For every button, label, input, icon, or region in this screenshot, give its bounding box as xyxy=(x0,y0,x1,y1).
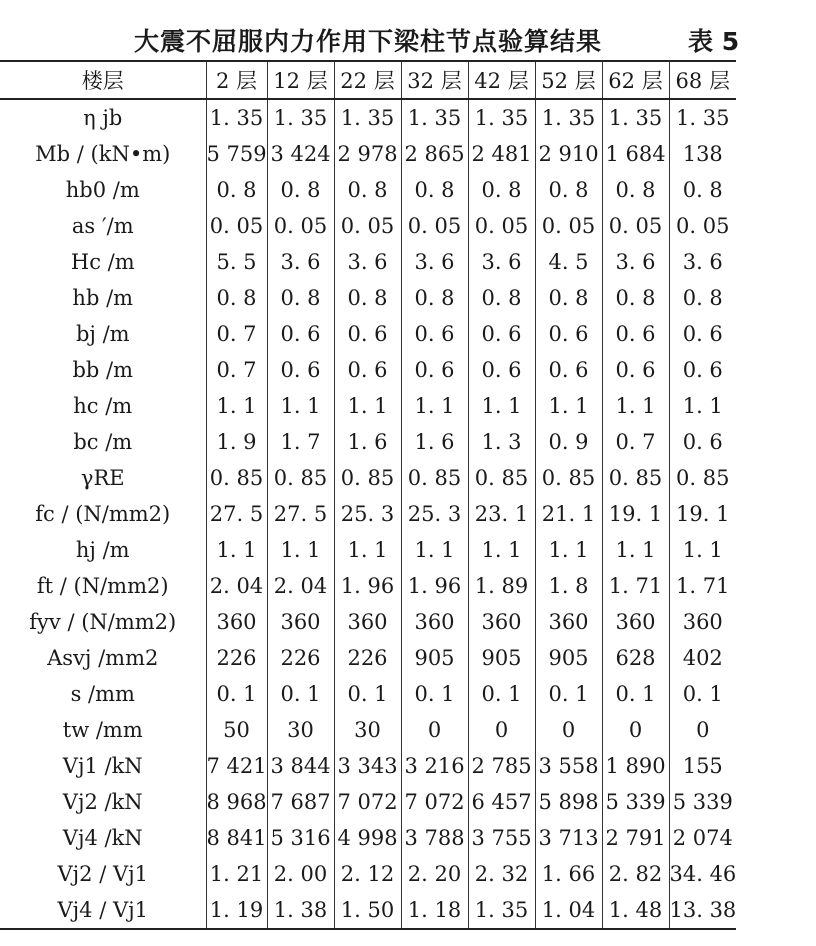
table-cell: 2 074 xyxy=(669,820,736,856)
table-cell: 1. 6 xyxy=(334,424,401,460)
table-cell: 1. 1 xyxy=(206,532,267,568)
table-cell: 0. 8 xyxy=(401,280,468,316)
table-cell: 1. 35 xyxy=(334,99,401,136)
table-cell: 1. 48 xyxy=(602,892,669,929)
table-cell: 628 xyxy=(602,640,669,676)
table-cell: 2. 04 xyxy=(267,568,334,604)
table-cell: 3. 6 xyxy=(267,244,334,280)
table-cell: 0. 05 xyxy=(535,208,602,244)
table-cell: 2 785 xyxy=(468,748,535,784)
table-cell: 1. 1 xyxy=(602,532,669,568)
table-cell: 0. 8 xyxy=(669,280,736,316)
table-row xyxy=(0,604,736,640)
table-cell: 0. 6 xyxy=(669,424,736,460)
table-cell: 1. 1 xyxy=(535,388,602,424)
table-cell: 1. 04 xyxy=(535,892,602,929)
table-cell: 905 xyxy=(468,640,535,676)
table-cell: 4. 5 xyxy=(535,244,602,280)
table-row xyxy=(0,316,736,352)
row-parameter-label: hj /m xyxy=(75,538,130,562)
table-cell: 19. 1 xyxy=(602,496,669,532)
table-cell: 0. 6 xyxy=(267,316,334,352)
row-parameter-label: Vj2 /kN xyxy=(62,790,143,814)
table-cell: 1. 8 xyxy=(535,568,602,604)
table-cell: 7 072 xyxy=(334,784,401,820)
table-cell: 402 xyxy=(669,640,736,676)
row-parameter-label: bj /m xyxy=(75,322,130,346)
row-parameter-label: fyv / (N/mm2) xyxy=(29,610,177,634)
table-cell: 0. 8 xyxy=(267,280,334,316)
table-cell: 5 339 xyxy=(669,784,736,820)
table-cell: 1. 1 xyxy=(468,388,535,424)
table-cell: 0. 85 xyxy=(267,460,334,496)
table-cell: 0. 05 xyxy=(468,208,535,244)
table-cell: 0. 1 xyxy=(334,676,401,712)
row-parameter-label: bc /m xyxy=(73,430,133,454)
table-cell: 30 xyxy=(334,712,401,748)
table-cell: 1. 1 xyxy=(535,532,602,568)
table-row xyxy=(0,460,736,496)
table-cell: 0. 6 xyxy=(669,352,736,388)
table-cell: 1. 71 xyxy=(602,568,669,604)
table-cell: 226 xyxy=(206,640,267,676)
table-cell: 0. 6 xyxy=(334,316,401,352)
table-cell: 1. 38 xyxy=(267,892,334,929)
table-cell: 34. 46 xyxy=(669,856,736,892)
table-cell: 3 788 xyxy=(401,820,468,856)
table-cell: 3 713 xyxy=(535,820,602,856)
table-cell: 0. 85 xyxy=(602,460,669,496)
table-cell: 2. 04 xyxy=(206,568,267,604)
table-row xyxy=(0,568,736,604)
table-cell: 0. 05 xyxy=(334,208,401,244)
table-row xyxy=(0,99,736,136)
header-floor-col: 22 层 xyxy=(334,61,401,99)
table-cell: 5 339 xyxy=(602,784,669,820)
table-cell: 0. 8 xyxy=(468,280,535,316)
table-cell: 1. 96 xyxy=(401,568,468,604)
table-cell: 0 xyxy=(535,712,602,748)
verification-table xyxy=(0,60,736,930)
header-floor-col: 62 层 xyxy=(602,61,669,99)
table-cell: 0. 8 xyxy=(267,172,334,208)
table-cell: 1. 35 xyxy=(535,99,602,136)
table-cell: 2. 00 xyxy=(267,856,334,892)
table-cell: 4 998 xyxy=(334,820,401,856)
table-cell: 0. 85 xyxy=(401,460,468,496)
table-cell: 27. 5 xyxy=(206,496,267,532)
table-row xyxy=(0,748,736,784)
table-cell: 0. 8 xyxy=(535,172,602,208)
header-floor-col: 52 层 xyxy=(535,61,602,99)
table-cell: 0. 85 xyxy=(535,460,602,496)
table-cell: 30 xyxy=(267,712,334,748)
table-cell: 5 316 xyxy=(267,820,334,856)
table-cell: 0. 1 xyxy=(535,676,602,712)
table-cell: 1. 89 xyxy=(468,568,535,604)
table-cell: 0. 8 xyxy=(206,172,267,208)
table-cell: 1. 6 xyxy=(401,424,468,460)
table-cell: 155 xyxy=(669,748,736,784)
table-cell: 226 xyxy=(267,640,334,676)
table-cell: 905 xyxy=(535,640,602,676)
table-cell: 0. 05 xyxy=(401,208,468,244)
table-cell: 5. 5 xyxy=(206,244,267,280)
row-parameter-label: as ′/m xyxy=(71,214,134,238)
table-row xyxy=(0,712,736,748)
table-cell: 1. 50 xyxy=(334,892,401,929)
table-cell: 1. 1 xyxy=(602,388,669,424)
table-cell: 0. 8 xyxy=(468,172,535,208)
table-header-row xyxy=(0,61,736,99)
table-cell: 0. 6 xyxy=(602,352,669,388)
table-cell: 1. 19 xyxy=(206,892,267,929)
table-title: 大震不屈服内力作用下梁柱节点验算结果 xyxy=(134,27,603,56)
row-parameter-label: Vj4 /kN xyxy=(62,826,143,850)
table-cell: 0. 6 xyxy=(535,352,602,388)
table-cell: 5 759 xyxy=(206,136,267,172)
table-cell: 2. 20 xyxy=(401,856,468,892)
table-cell: 0. 6 xyxy=(669,316,736,352)
table-cell: 13. 38 xyxy=(669,892,736,929)
table-cell: 0. 8 xyxy=(334,280,401,316)
table-cell: 0 xyxy=(602,712,669,748)
row-parameter-label: η jb xyxy=(83,106,123,130)
table-row xyxy=(0,244,736,280)
table-cell: 3 844 xyxy=(267,748,334,784)
table-row xyxy=(0,208,736,244)
table-cell: 1. 1 xyxy=(401,532,468,568)
table-cell: 3. 6 xyxy=(669,244,736,280)
table-cell: 0. 6 xyxy=(401,352,468,388)
table-row xyxy=(0,496,736,532)
table-cell: 8 968 xyxy=(206,784,267,820)
table-cell: 1. 9 xyxy=(206,424,267,460)
table-cell: 23. 1 xyxy=(468,496,535,532)
table-row xyxy=(0,892,736,929)
table-caption xyxy=(0,18,816,60)
table-body xyxy=(0,99,736,929)
header-floor-col: 12 层 xyxy=(267,61,334,99)
table-cell: 0. 6 xyxy=(602,316,669,352)
table-cell: 2. 82 xyxy=(602,856,669,892)
table-cell: 0 xyxy=(468,712,535,748)
table-cell: 905 xyxy=(401,640,468,676)
table-cell: 0. 7 xyxy=(206,316,267,352)
table-cell: 1. 35 xyxy=(468,892,535,929)
table-row xyxy=(0,820,736,856)
table-cell: 0. 05 xyxy=(206,208,267,244)
table-cell: 0. 05 xyxy=(669,208,736,244)
table-row xyxy=(0,388,736,424)
table-cell: 3. 6 xyxy=(401,244,468,280)
table-cell: 1. 96 xyxy=(334,568,401,604)
table-row xyxy=(0,532,736,568)
table-cell: 360 xyxy=(267,604,334,640)
row-parameter-label: tw /mm xyxy=(62,718,143,742)
table-cell: 1 890 xyxy=(602,748,669,784)
table-cell: 2 481 xyxy=(468,136,535,172)
table-cell: 1. 1 xyxy=(206,388,267,424)
row-parameter-label: Mb / (kN•m) xyxy=(35,142,171,166)
table-cell: 0. 1 xyxy=(602,676,669,712)
table-cell: 0 xyxy=(669,712,736,748)
table-cell: 1. 66 xyxy=(535,856,602,892)
table-cell: 0. 8 xyxy=(602,172,669,208)
table-cell: 2 865 xyxy=(401,136,468,172)
row-parameter-label: Hc /m xyxy=(70,250,135,274)
table-cell: 0. 1 xyxy=(206,676,267,712)
table-cell: 0. 85 xyxy=(206,460,267,496)
table-cell: 3 343 xyxy=(334,748,401,784)
table-cell: 0. 6 xyxy=(468,352,535,388)
table-cell: 0. 05 xyxy=(267,208,334,244)
table-cell: 0. 1 xyxy=(468,676,535,712)
table-cell: 21. 1 xyxy=(535,496,602,532)
table-cell: 360 xyxy=(468,604,535,640)
table-cell: 1. 35 xyxy=(206,99,267,136)
table-cell: 0. 85 xyxy=(468,460,535,496)
table-cell: 0. 8 xyxy=(334,172,401,208)
table-cell: 1. 1 xyxy=(267,388,334,424)
table-cell: 3 558 xyxy=(535,748,602,784)
table-cell: 3 755 xyxy=(468,820,535,856)
table-number: 表 5 xyxy=(688,27,740,56)
table-cell: 1. 1 xyxy=(334,532,401,568)
table-cell: 0. 85 xyxy=(669,460,736,496)
table-cell: 0. 85 xyxy=(334,460,401,496)
table-cell: 7 421 xyxy=(206,748,267,784)
row-parameter-label: Vj1 /kN xyxy=(62,754,143,778)
table-cell: 1. 35 xyxy=(669,99,736,136)
table-cell: 1. 1 xyxy=(401,388,468,424)
table-cell: 360 xyxy=(602,604,669,640)
table-cell: 0. 1 xyxy=(669,676,736,712)
table-cell: 7 072 xyxy=(401,784,468,820)
table-cell: 1. 35 xyxy=(468,99,535,136)
table-cell: 0. 6 xyxy=(267,352,334,388)
table-cell: 6 457 xyxy=(468,784,535,820)
table-cell: 0. 8 xyxy=(401,172,468,208)
table-cell: 1. 35 xyxy=(602,99,669,136)
table-cell: 0. 8 xyxy=(535,280,602,316)
row-parameter-label: fc / (N/mm2) xyxy=(35,502,171,526)
table-cell: 1. 7 xyxy=(267,424,334,460)
table-cell: 1. 1 xyxy=(669,532,736,568)
header-floor-label: 楼层 xyxy=(0,61,206,99)
table-cell: 50 xyxy=(206,712,267,748)
table-cell: 360 xyxy=(669,604,736,640)
table-cell: 1. 18 xyxy=(401,892,468,929)
table-cell: 360 xyxy=(206,604,267,640)
table-cell: 27. 5 xyxy=(267,496,334,532)
table-cell: 25. 3 xyxy=(334,496,401,532)
table-cell: 19. 1 xyxy=(669,496,736,532)
table-cell: 2 791 xyxy=(602,820,669,856)
row-parameter-label: hb /m xyxy=(72,286,134,310)
table-row xyxy=(0,784,736,820)
table-cell: 1 684 xyxy=(602,136,669,172)
table-cell: 1. 1 xyxy=(468,532,535,568)
table-cell: 0 xyxy=(401,712,468,748)
table-cell: 226 xyxy=(334,640,401,676)
table-cell: 3. 6 xyxy=(602,244,669,280)
table-cell: 1. 71 xyxy=(669,568,736,604)
table-cell: 360 xyxy=(535,604,602,640)
table-cell: 3. 6 xyxy=(334,244,401,280)
row-parameter-label: Asvj /mm2 xyxy=(47,646,159,670)
table-cell: 3 216 xyxy=(401,748,468,784)
table-cell: 0. 6 xyxy=(334,352,401,388)
row-parameter-label: hc /m xyxy=(73,394,133,418)
table-cell: 0. 8 xyxy=(602,280,669,316)
table-cell: 0. 05 xyxy=(602,208,669,244)
table-cell: 0. 7 xyxy=(602,424,669,460)
header-floor-col: 32 层 xyxy=(401,61,468,99)
table-row xyxy=(0,280,736,316)
table-cell: 2. 32 xyxy=(468,856,535,892)
table-cell: 1. 1 xyxy=(267,532,334,568)
table-cell: 1. 1 xyxy=(669,388,736,424)
header-floor-col: 2 层 xyxy=(206,61,267,99)
row-parameter-label: γRE xyxy=(80,466,125,490)
table-cell: 138 xyxy=(669,136,736,172)
table-cell: 360 xyxy=(401,604,468,640)
table-row xyxy=(0,352,736,388)
table-cell: 1. 3 xyxy=(468,424,535,460)
table-cell: 0. 9 xyxy=(535,424,602,460)
table-cell: 8 841 xyxy=(206,820,267,856)
table-cell: 1. 35 xyxy=(401,99,468,136)
table-cell: 360 xyxy=(334,604,401,640)
row-parameter-label: s /mm xyxy=(70,682,135,706)
table-cell: 0. 6 xyxy=(401,316,468,352)
row-parameter-label: ft / (N/mm2) xyxy=(36,574,169,598)
table-row xyxy=(0,424,736,460)
table-cell: 5 898 xyxy=(535,784,602,820)
table-cell: 0. 1 xyxy=(401,676,468,712)
row-parameter-label: hb0 /m xyxy=(65,178,140,202)
table-cell: 0. 8 xyxy=(206,280,267,316)
table-cell: 0. 6 xyxy=(535,316,602,352)
header-floor-col: 42 层 xyxy=(468,61,535,99)
table-cell: 2 910 xyxy=(535,136,602,172)
table-cell: 0. 8 xyxy=(669,172,736,208)
table-row xyxy=(0,856,736,892)
row-parameter-label: bb /m xyxy=(72,358,134,382)
table-cell: 0. 7 xyxy=(206,352,267,388)
table-row xyxy=(0,640,736,676)
table-cell: 7 687 xyxy=(267,784,334,820)
table-cell: 0. 1 xyxy=(267,676,334,712)
table-cell: 2. 12 xyxy=(334,856,401,892)
row-parameter-label: Vj4 / Vj1 xyxy=(0,892,206,929)
table-cell: 1. 21 xyxy=(206,856,267,892)
table-cell: 2 978 xyxy=(334,136,401,172)
header-floor-col: 68 层 xyxy=(669,61,736,99)
table-cell: 25. 3 xyxy=(401,496,468,532)
table-row xyxy=(0,172,736,208)
table-row xyxy=(0,136,736,172)
table-cell: 3 424 xyxy=(267,136,334,172)
table-cell: 3. 6 xyxy=(468,244,535,280)
table-cell: 1. 35 xyxy=(267,99,334,136)
table-cell: 0. 6 xyxy=(468,316,535,352)
row-parameter-label: Vj2 / Vj1 xyxy=(57,862,148,886)
table-row xyxy=(0,676,736,712)
table-cell: 1. 1 xyxy=(334,388,401,424)
